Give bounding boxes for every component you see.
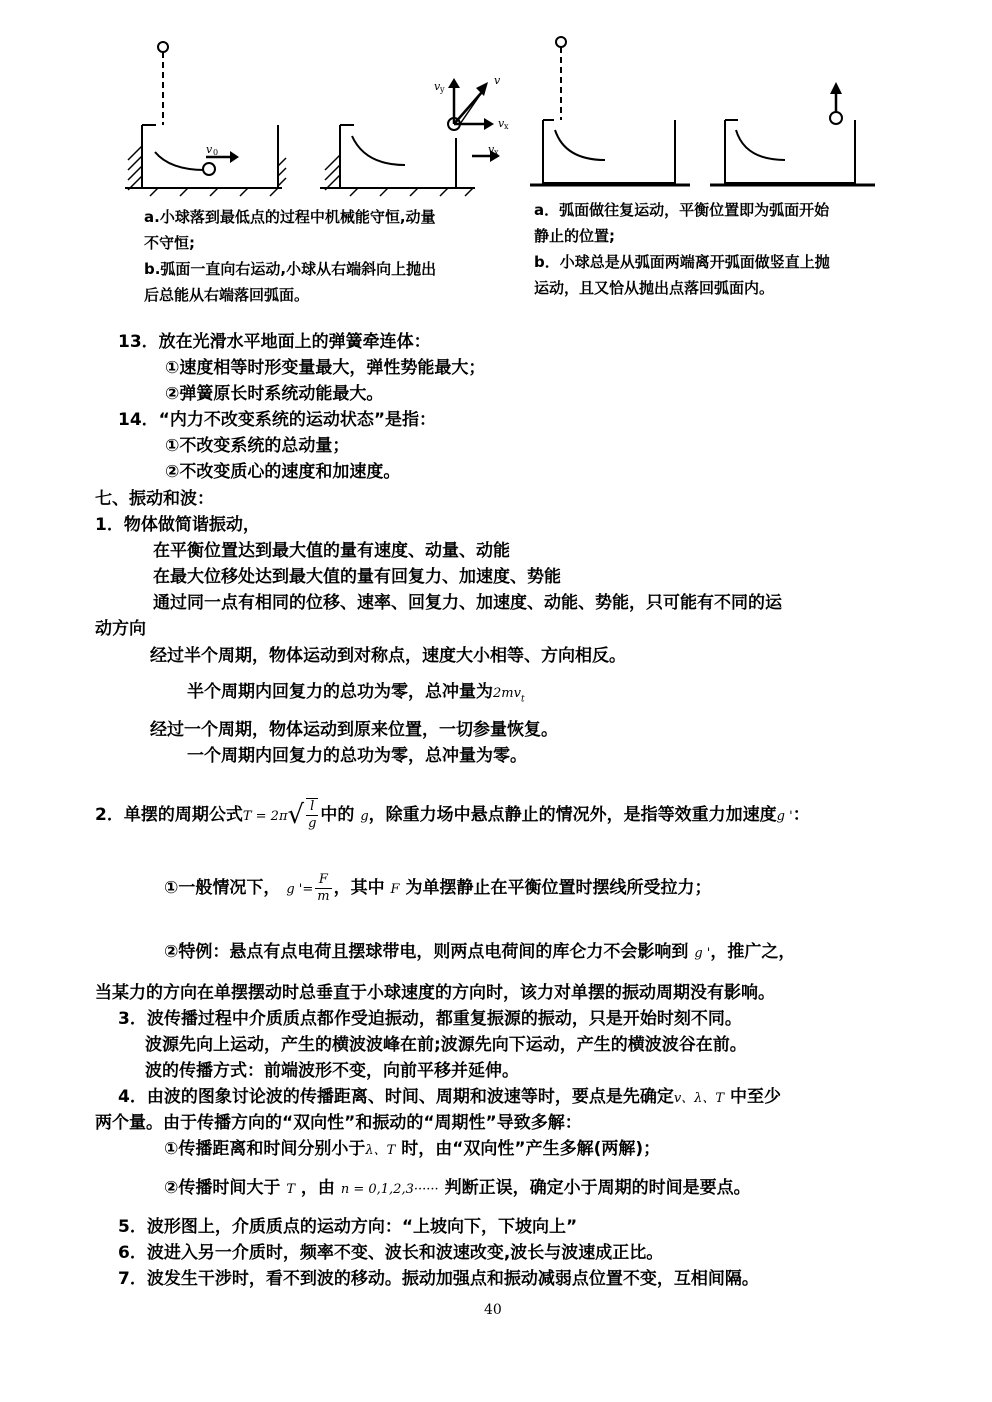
point-2-a-text-c: 为单摆静止在平衡位置时摆线所受拉力； xyxy=(405,878,712,898)
vx1-label: v xyxy=(498,117,505,130)
v0-label: v xyxy=(206,143,213,156)
point-1-f: 经过一个周期，物体运动到原来位置，一切参量恢复。 xyxy=(150,720,558,740)
vy-sub: y xyxy=(440,85,445,94)
left-caption-3: b.弧面一直向右运动,小球从右端斜向上抛出 xyxy=(144,260,437,278)
right-caption-3: b．小球总是从弧面两端离开弧面做竖直上抛 xyxy=(534,253,830,271)
force-numerator: F xyxy=(315,872,331,889)
point-3: 3．波传播过程中介质质点都作受迫振动，都重复振源的振动，只是开始时刻不同。 xyxy=(118,1009,742,1029)
point-7: 7．波发生干涉时，看不到波的移动。振动加强点和振动减弱点位置不变，互相间隔。 xyxy=(118,1269,759,1289)
point-4-c xyxy=(164,1138,660,1162)
item-13-a: ①速度相等时形变量最大，弹性势能最大； xyxy=(165,358,486,378)
point-1-d: 经过半个周期，物体运动到对称点，速度大小相等、方向相反。 xyxy=(150,646,626,666)
point-1-b: 在最大位移处达到最大值的量有回复力、加速度、势能 xyxy=(153,567,561,587)
n-sequence: n = 0,1,2,3······ xyxy=(340,1182,439,1197)
point-4-text: 4．由波的图象讨论波的传播距离、时间、周期和波速等时，要点是先确定 xyxy=(118,1087,674,1107)
period-formula-lhs: T = 2π xyxy=(242,809,288,824)
point-3-b: 波的传播方式：前端波形不变，向前平移并延伸。 xyxy=(145,1061,519,1081)
point-1-e-text: 半个周期内回复力的总功为零，总冲量为 xyxy=(187,682,493,702)
point-4-c-text-b: 时，由“双向性”产生多解(两解)； xyxy=(401,1139,661,1159)
item-13-b: ②弹簧原长时系统动能最大。 xyxy=(165,384,384,404)
point-2-b-text: ②特例：悬点有点电荷且摆球带电，则两点电荷间的库仑力不会影响到 xyxy=(164,942,689,962)
lambda-t-symbols: λ、T xyxy=(365,1143,396,1158)
point-3-a: 波源先向上运动，产生的横波波峰在前;波源先向下运动，产生的横波波谷在前。 xyxy=(145,1035,747,1055)
point-2-b-text-b: ，推广之， xyxy=(710,942,796,962)
point-4 xyxy=(118,1086,781,1110)
left-caption-2: 不守恒; xyxy=(144,234,195,252)
point-2 xyxy=(95,798,810,832)
point-1-c: 通过同一点有相同的位移、速率、回复力、加速度、动能、势能，只可能有不同的运 xyxy=(153,593,782,613)
t-symbol: T xyxy=(286,1182,295,1197)
item-14-b: ②不改变质心的速度和加速度。 xyxy=(165,462,401,482)
point-2-a-text: ①一般情况下， xyxy=(164,878,281,898)
point-4-c-text: ①传播距离和时间分别小于 xyxy=(164,1139,366,1159)
fraction-numerator: l xyxy=(306,799,318,816)
section-heading: 七、振动和波： xyxy=(95,489,214,509)
right-caption-2: 静止的位置; xyxy=(534,227,615,245)
point-4-d-text: ②传播时间大于 xyxy=(164,1178,281,1198)
g-prime-symbol: g ' xyxy=(776,809,793,824)
impulse-sub: t xyxy=(520,694,525,705)
left-caption-4: 后总能从右端落回弧面。 xyxy=(144,286,310,304)
force-symbol: F xyxy=(390,882,400,897)
point-2-a xyxy=(164,868,711,910)
v-label: v xyxy=(494,74,501,87)
vx2-sub: x xyxy=(494,148,499,157)
period-fraction xyxy=(306,798,318,832)
item-13: 13．放在光滑水平地面上的弹簧牵连体： xyxy=(118,332,431,352)
point-1-a: 在平衡位置达到最大值的量有速度、动量、动能 xyxy=(153,541,510,561)
point-2-text-b: 中的 xyxy=(320,805,355,825)
g-prime-symbol-2: g ' xyxy=(694,946,711,961)
g-prime-eq: g '= xyxy=(286,882,314,897)
mass-denominator: m xyxy=(317,888,330,904)
sqrt-icon: √ xyxy=(287,800,305,830)
impulse-formula: 2mv xyxy=(493,686,521,701)
point-4-cont: 两个量。由于传播方向的“双向性”和振动的“周期性”导致多解： xyxy=(95,1113,582,1133)
page-number: 40 xyxy=(484,1302,502,1318)
right-caption-4: 运动，且又恰从抛出点落回弧面内。 xyxy=(534,279,775,297)
point-2-text-c: ，除重力场中悬点静止的情况外，是指等效重力加速度 xyxy=(368,805,777,825)
point-2-b-cont: 当某力的方向在单摆摆动时总垂直于小球速度的方向时，该力对单摆的振动周期没有影响。 xyxy=(95,983,775,1003)
point-2-a-text-b: ，其中 xyxy=(333,878,385,898)
point-1-e xyxy=(187,681,525,710)
item-14-a: ①不改变系统的总动量； xyxy=(165,436,350,456)
item-14: 14．“内力不改变系统的运动状态”是指： xyxy=(118,410,437,430)
point-4-d xyxy=(164,1177,751,1201)
point-2-text-d: ： xyxy=(792,805,810,825)
wave-symbols: v、λ、T xyxy=(673,1091,725,1106)
point-4-d-text-c: 判断正误，确定小于周期的时间是要点。 xyxy=(444,1178,751,1198)
point-1: 1．物体做简谐振动， xyxy=(95,515,260,535)
point-2-b xyxy=(164,941,795,965)
point-2-text-a: 2．单摆的周期公式 xyxy=(95,805,243,825)
point-1-c-cont: 动方向 xyxy=(95,619,146,639)
v0-sub: 0 xyxy=(213,148,219,157)
point-6: 6．波进入另一介质时，频率不变、波长和波速改变,波长与波速成正比。 xyxy=(118,1243,664,1263)
left-caption-1: a.小球落到最低点的过程中机械能守恒,动量 xyxy=(144,208,436,226)
vx1-sub: x xyxy=(504,122,509,131)
g-symbol: g xyxy=(360,809,369,824)
force-fraction xyxy=(315,872,331,905)
vx2-label: v xyxy=(488,143,495,156)
right-caption-1: a．弧面做往复运动，平衡位置即为弧面开始 xyxy=(534,201,830,219)
point-4-text-b: 中至少 xyxy=(730,1087,782,1107)
point-5: 5．波形图上，介质质点的运动方向：“上坡向下，下坡向上” xyxy=(118,1217,578,1237)
point-1-g: 一个周期内回复力的总功为零，总冲量为零。 xyxy=(187,746,527,766)
vy-label: v xyxy=(434,80,441,93)
fraction-denominator: g xyxy=(308,816,317,831)
point-4-d-text-b: ，由 xyxy=(300,1178,335,1198)
